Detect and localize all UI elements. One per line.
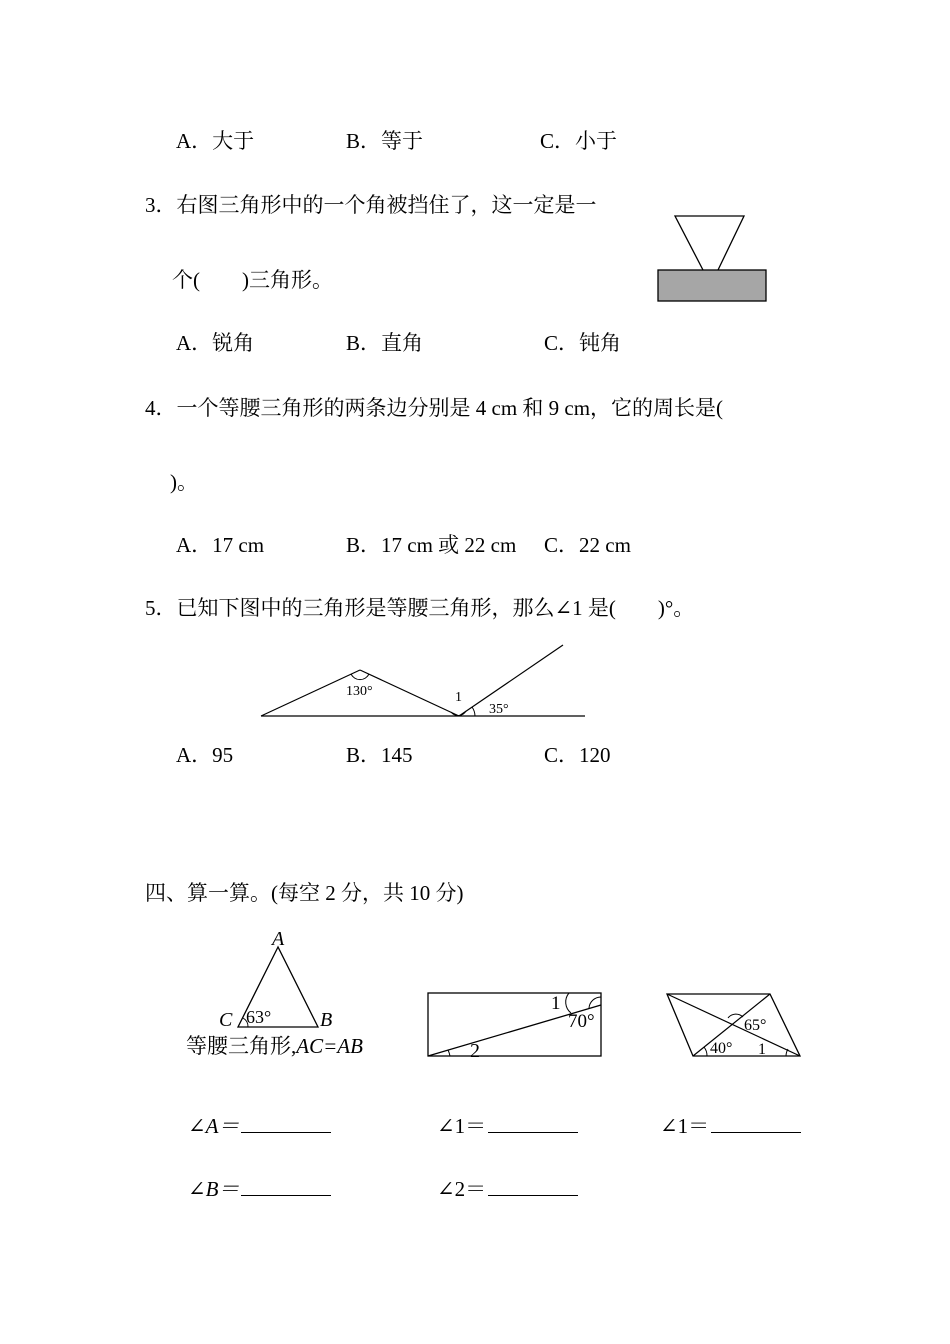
section4-fig2-rectangle [420, 985, 610, 1065]
q3-option-b[interactable]: B．直角 [346, 331, 424, 355]
answer-angle-b [188, 1175, 331, 1200]
fig2-angle1-label: 1 [551, 993, 561, 1014]
q5-apex-angle-label: 130° [346, 684, 373, 699]
fig1-caption-text: 等腰三角形, [186, 1034, 297, 1058]
q2-option-a[interactable]: A．大于 [176, 129, 255, 153]
fig1-vertex-c: C [219, 1009, 233, 1031]
fig3-diagonal-1 [667, 994, 800, 1056]
fig2-angle1-arc [566, 993, 571, 1013]
q3-triangle-visible-sides [675, 216, 744, 270]
q2-option-c[interactable]: C．小于 [540, 129, 618, 153]
q2-option-b[interactable]: B．等于 [346, 129, 424, 153]
answer-angle-a-blank[interactable] [241, 1112, 331, 1133]
fig2-angle70-label: 70° [568, 1011, 595, 1032]
section4-fig1-triangle [215, 925, 345, 1035]
fig3-angle65-label: 65° [744, 1017, 767, 1034]
q4-question-line1: 4．一个等腰三角形的两条边分别是 4 cm 和 9 cm，它的周长是( [145, 396, 724, 420]
q4-option-a[interactable]: A．17 cm [176, 533, 265, 557]
fig1-caption [186, 1036, 363, 1057]
fig3-angle40-label: 40° [710, 1040, 733, 1057]
answer-angle-a [188, 1112, 331, 1137]
fig1-vertex-b: B [320, 1009, 333, 1031]
q5-outer-angle-arc [472, 707, 475, 716]
fig2-angle2-label: 2 [470, 1040, 480, 1062]
q5-right-side [360, 670, 459, 716]
q4-option-b[interactable]: B．17 cm 或 22 cm [346, 533, 517, 557]
answer-fig2-angle2-blank[interactable] [488, 1175, 578, 1196]
q5-option-b[interactable]: B．145 [346, 743, 413, 767]
answer-fig2-angle1 [437, 1112, 578, 1137]
q3-covering-block [658, 270, 766, 301]
answer-fig2-angle2 [437, 1175, 578, 1200]
fig1-angle-c-label: 63° [246, 1007, 272, 1027]
q3-hidden-angle-triangle-figure [655, 210, 771, 305]
answer-angle-b-label: ∠B＝ [188, 1177, 240, 1201]
fig3-angle1-label: 1 [758, 1041, 766, 1058]
q4-option-c[interactable]: C．22 cm [544, 533, 631, 557]
q5-ray [459, 645, 563, 716]
q4-question-line2: )。 [170, 470, 198, 494]
section4-heading: 四、算一算。(每空 2 分，共 10 分) [145, 881, 464, 905]
answer-fig2-angle1-blank[interactable] [488, 1112, 578, 1133]
q3-option-c[interactable]: C．钝角 [544, 331, 622, 355]
fig2-angle2-arc [448, 1050, 450, 1056]
answer-fig2-angle2-label: ∠2＝ [437, 1177, 487, 1201]
answer-fig3-angle1 [660, 1112, 801, 1137]
q3-option-a[interactable]: A．锐角 [176, 331, 255, 355]
section4-fig3-parallelogram [660, 985, 808, 1065]
answer-angle-b-blank[interactable] [241, 1175, 331, 1196]
fig1-caption-formula: AC=AB [296, 1034, 363, 1058]
q5-option-a[interactable]: A．95 [176, 743, 234, 767]
q5-outer-angle-label: 35° [489, 702, 509, 717]
q5-isosceles-triangle-figure [255, 638, 595, 723]
q5-angle1-label: 1 [455, 690, 462, 705]
answer-fig3-angle1-blank[interactable] [711, 1112, 801, 1133]
answer-fig3-angle1-label: ∠1＝ [660, 1114, 710, 1138]
answer-fig2-angle1-label: ∠1＝ [437, 1114, 487, 1138]
q5-option-c[interactable]: C．120 [544, 743, 611, 767]
fig1-vertex-a: A [272, 928, 285, 950]
q3-question-line1: 3．右图三角形中的一个角被挡住了，这一定是一 [145, 193, 597, 217]
q5-question-line: 5．已知下图中的三角形是等腰三角形，那么∠1 是( )°。 [145, 596, 695, 620]
q3-question-line2: 个( )三角形。 [172, 268, 333, 292]
answer-angle-a-label: ∠A＝ [188, 1114, 240, 1138]
fig3-angle40-arc [704, 1047, 707, 1056]
q5-apex-arc [351, 674, 369, 680]
